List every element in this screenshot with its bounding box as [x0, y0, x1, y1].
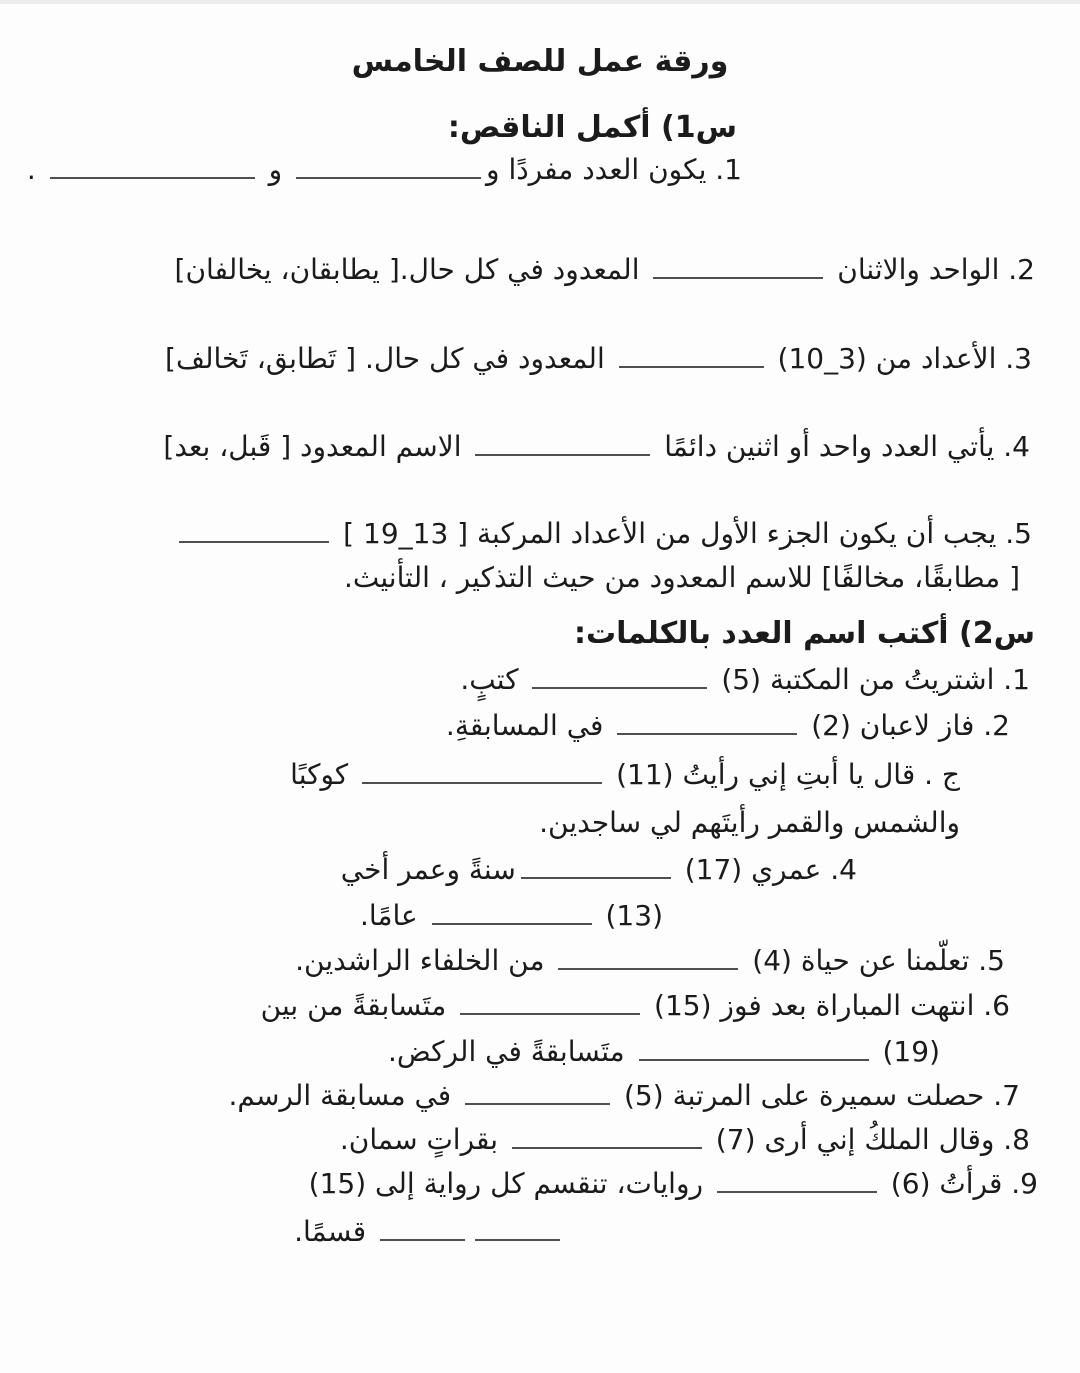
answer-blank	[558, 962, 738, 970]
q3-text-post: المعدود في كل حال. [ تَطابق، تَخالف]	[165, 342, 614, 375]
i7-text-pre: 7. حصلت سميرة على المرتبة (5)	[615, 1079, 1020, 1112]
i4-text-post: سنةً وعمر أخي	[340, 853, 516, 886]
answer-blank	[512, 1141, 702, 1149]
s2-item-4	[341, 852, 857, 888]
s2-item-9-line2	[294, 1214, 565, 1250]
s2-item-3-line2: والشمس والقمر رأيتَهم لي ساجدين.	[539, 806, 960, 839]
i4-text-pre2: (13)	[596, 899, 663, 932]
q5-text-pre: 5. يجب أن يكون الجزء الأول من الأعداد المركبة [ 13_19 ]	[334, 517, 1032, 550]
s1-question-5	[174, 516, 1032, 552]
i6-text-pre2: (19)	[873, 1035, 940, 1068]
i4-text-post2: عامًا.	[360, 899, 427, 932]
answer-blank	[50, 171, 255, 179]
s1-question-5-line2: [ مطابقًا، مخالفًا] للاسم المعدود من حيث التذكير ، التأنيث.	[343, 561, 1020, 594]
s2-item-1	[460, 662, 1030, 698]
s2-item-8	[340, 1122, 1030, 1158]
s2-item-2	[446, 708, 1010, 744]
answer-blank	[475, 1233, 560, 1241]
worksheet-title: ورقة عمل للصف الخامس	[351, 44, 729, 79]
answer-blank	[179, 535, 329, 543]
scan-edge-artifact	[0, 0, 1080, 4]
i7-text-post: في مسابقة الرسم.	[228, 1079, 461, 1112]
i6-text-pre: 6. انتهت المباراة بعد فوز (15)	[645, 989, 1010, 1022]
i1-text-post: كتبٍ.	[460, 663, 528, 696]
answer-blank	[362, 776, 602, 784]
i3-text-pre: ج . قال يا أبتِ إني رأيتُ (11)	[607, 758, 960, 791]
answer-blank	[619, 360, 764, 368]
q1-text-end: .	[26, 153, 45, 186]
answer-blank	[639, 1053, 869, 1061]
s2-item-7	[228, 1078, 1020, 1114]
q2-text-post: المعدود في كل حال.[ يطابقان، يخالفان]	[174, 253, 649, 286]
i1-text-pre: 1. اشتريتُ من المكتبة (5)	[712, 663, 1030, 696]
i5-text-post: من الخلفاء الراشدين.	[295, 944, 554, 977]
i6-text-post2: متَسابقةً في الركض.	[387, 1035, 634, 1068]
s2-item-5	[295, 943, 1005, 979]
answer-blank	[380, 1233, 465, 1241]
q4-text-pre: 4. يأتي العدد واحد أو اثنين دائمًا	[655, 430, 1030, 463]
i9-text-line2-end: قسمًا.	[294, 1215, 375, 1248]
i2-text-post: في المسابقةِ.	[445, 709, 613, 742]
s2-item-9	[309, 1166, 1038, 1202]
answer-blank	[475, 448, 650, 456]
s1-question-4	[163, 429, 1030, 465]
q1-text-mid: و	[259, 153, 292, 186]
i3-text-post: كوكبًا	[290, 758, 358, 791]
section1-header: س1) أكمل الناقص:	[447, 110, 737, 145]
answer-blank	[617, 727, 797, 735]
s2-item-6-line2	[388, 1034, 940, 1070]
i6-text-post: متَسابقةً من بين	[260, 989, 456, 1022]
i8-text-pre: 8. وقال الملكُ إني أرى (7)	[706, 1123, 1030, 1156]
s1-question-1	[27, 152, 742, 188]
answer-blank	[460, 1007, 640, 1015]
q2-text-pre: 2. الواحد والاثنان	[828, 253, 1035, 286]
answer-blank	[521, 871, 671, 879]
i9-text-post: روايات، تنقسم كل رواية إلى (15)	[308, 1167, 712, 1200]
i5-text-pre: 5. تعلّمنا عن حياة (4)	[743, 944, 1005, 977]
q3-text-pre: 3. الأعداد من (3_10)	[768, 342, 1032, 375]
answer-blank	[653, 271, 823, 279]
answer-blank	[296, 171, 481, 179]
s2-item-3	[290, 757, 960, 793]
answer-blank	[532, 681, 707, 689]
q4-text-post: الاسم المعدود [ قَبل، بعد]	[163, 430, 471, 463]
i2-text-pre: 2. فاز لاعبان (2)	[802, 709, 1010, 742]
s2-item-4-line2	[360, 898, 663, 934]
s1-question-2	[175, 252, 1035, 288]
answer-blank	[432, 917, 592, 925]
s1-question-3	[165, 341, 1032, 377]
q1-text-pre: 1. يكون العدد مفردًا و	[486, 153, 742, 186]
i9-text-pre: 9. قرأتُ (6)	[881, 1167, 1038, 1200]
i4-text-pre: 4. عمري (17)	[675, 853, 857, 886]
i8-text-post: بقراتٍ سمان.	[339, 1123, 507, 1156]
answer-blank	[717, 1185, 877, 1193]
s2-item-6	[261, 988, 1010, 1024]
answer-blank	[465, 1097, 610, 1105]
section2-header: س2) أكتب اسم العدد بالكلمات:	[573, 616, 1035, 651]
